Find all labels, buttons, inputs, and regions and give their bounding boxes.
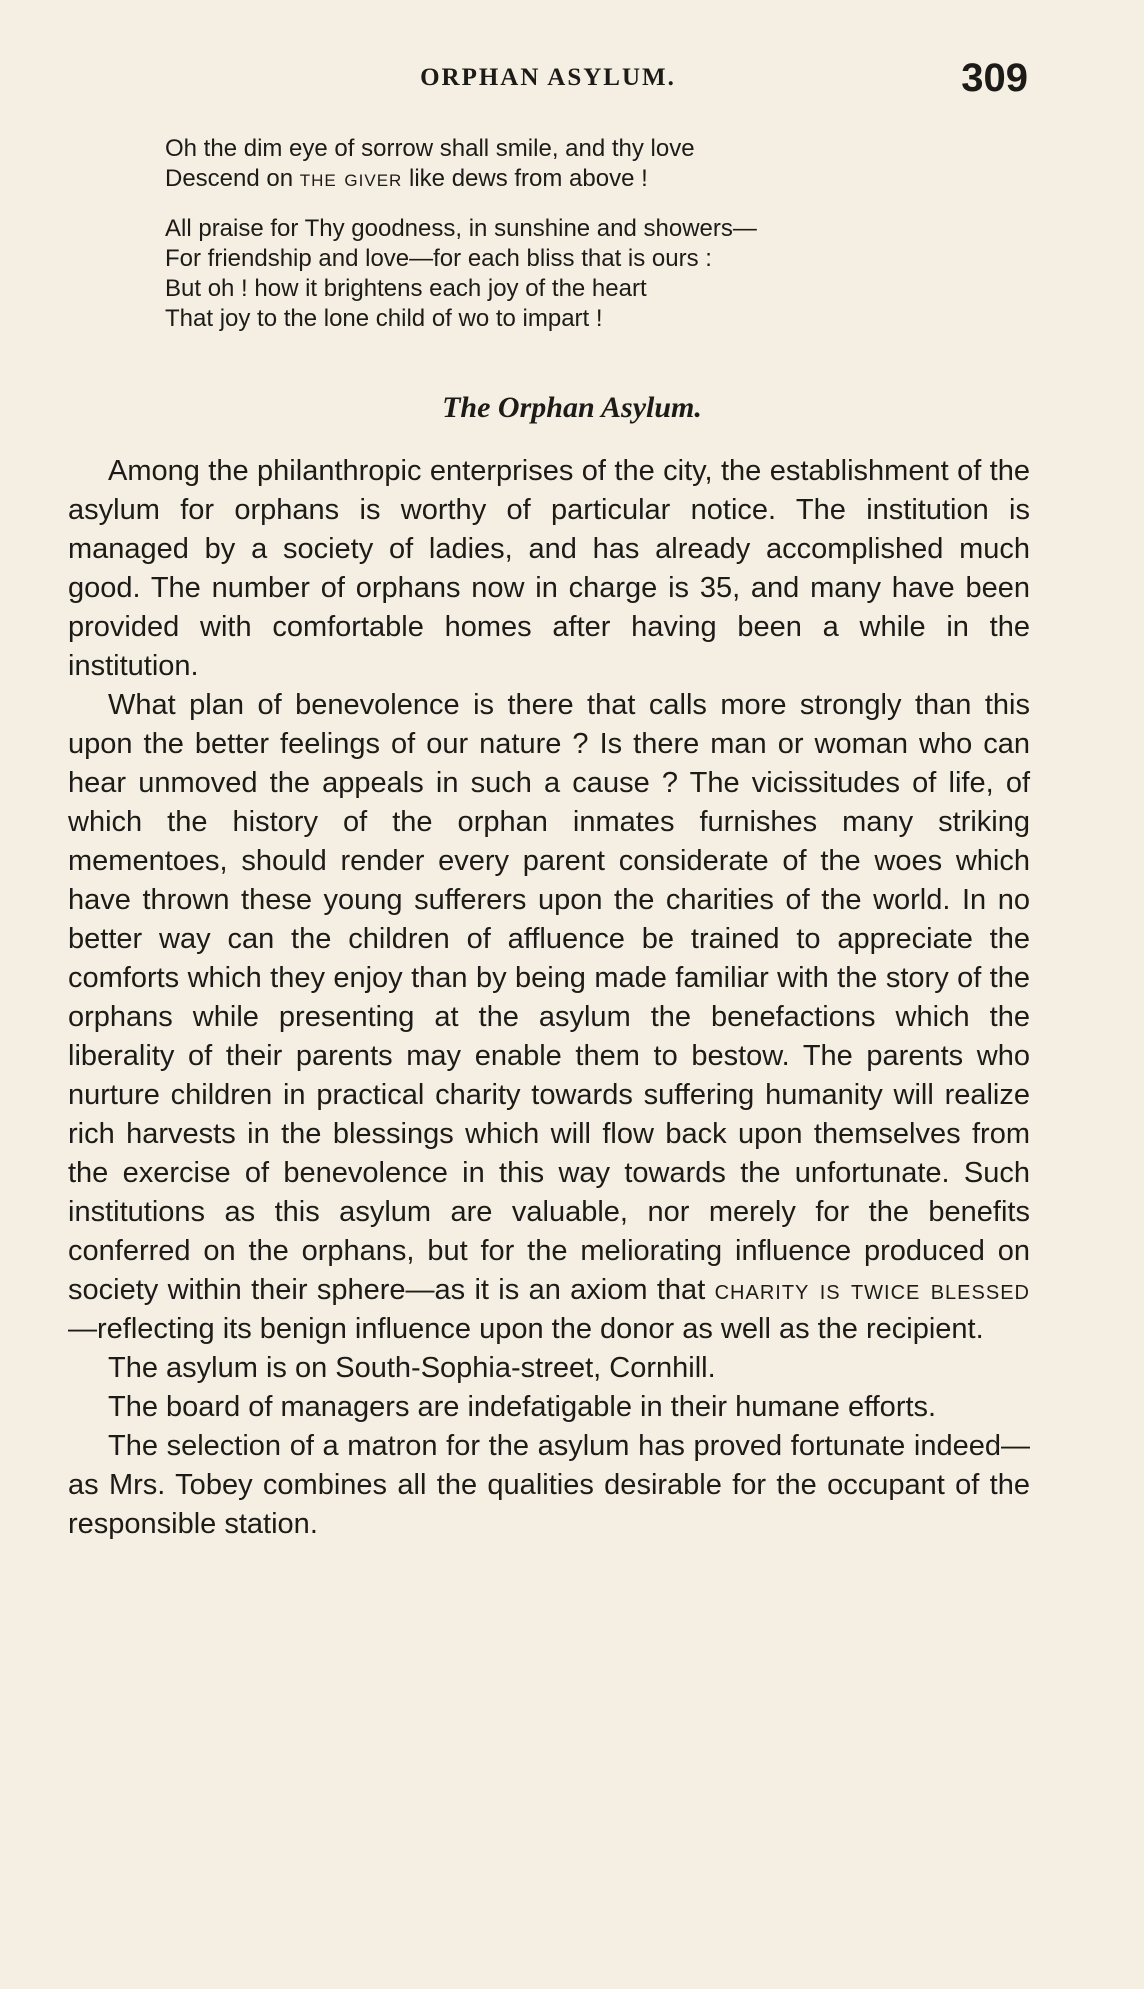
poem-small-caps: the giver [299,165,403,192]
poem-line: But oh ! how it brightens each joy of the heart [165,275,647,302]
poem-stanza-2 [165,214,995,334]
poem-line-text: like dews from above ! [402,165,648,192]
poem-stanza-1 [165,134,995,194]
paragraph: The selection of a matron for the asylum has proved fortunate indeed—as Mrs. Tobey combines all the qualities desirable for the occupant of the responsible station. [68,1430,1030,1540]
poem-line: For friendship and love—for each bliss that is ours : [165,245,712,272]
poem-line: Oh the dim eye of sorrow shall smile, and thy love [165,135,695,162]
page-header [68,56,1028,106]
paragraph: The asylum is on South-Sophia-street, Cornhill. [108,1352,716,1384]
poem [165,134,995,354]
paragraph: The board of managers are indefatigable in their humane efforts. [108,1391,937,1423]
paragraph-text: What plan of benevolence is there that calls more strongly than this upon the better feelings of our nature ? Is there man or woman who can hear unmoved the appeals in such a cause ? The vicissitudes of life, of which the history of the orphan inmates furnishes many striking mementoes, should render every parent considerate of the woes which have thrown these young sufferers upon the charities of the world. In no better way can the children of affluence be trained to appreciate the comforts which they enjoy than by being made familiar with the story of the orphans while presenting at the asylum the benefactions which the liberality of their parents may enable them to bestow. The parents who nurture children in practical charity towards suffering humanity will realize rich harvests in the blessings which will flow back upon themselves from the exercise of benevolence in this way towards the unfortunate. Such institutions as this asylum are valuable, nor merely for the benefits conferred on the orphans, but for the meliorating influence produced on society within their sphere—as it is an axiom that [68,689,1030,1306]
running-head: ORPHAN ASYLUM. [420,64,676,91]
poem-line: That joy to the lone child of wo to impart ! [165,305,603,332]
paragraph [68,686,1030,1349]
poem-line-text: Descend on [165,165,300,192]
paragraph-text: —reflecting its benign influence upon the donor as well as the recipient. [68,1313,984,1345]
article-body [68,452,1030,1544]
paragraph: Among the philanthropic enterprises of the city, the establishment of the asylum for orphans is worthy of particular notice. The institution is managed by a society of ladies, and has already accomplished much good. The number of orphans now in charge is 35, and many have been provided with comfortable homes after having been a while in the institution. [68,455,1030,682]
poem-line [165,164,995,194]
page-number: 309 [961,56,1028,100]
article-title: The Orphan Asylum. [442,391,702,424]
poem-line: All praise for Thy goodness, in sunshine and showers— [165,215,757,242]
paragraph-small-caps: charity is twice blessed [714,1274,1030,1306]
